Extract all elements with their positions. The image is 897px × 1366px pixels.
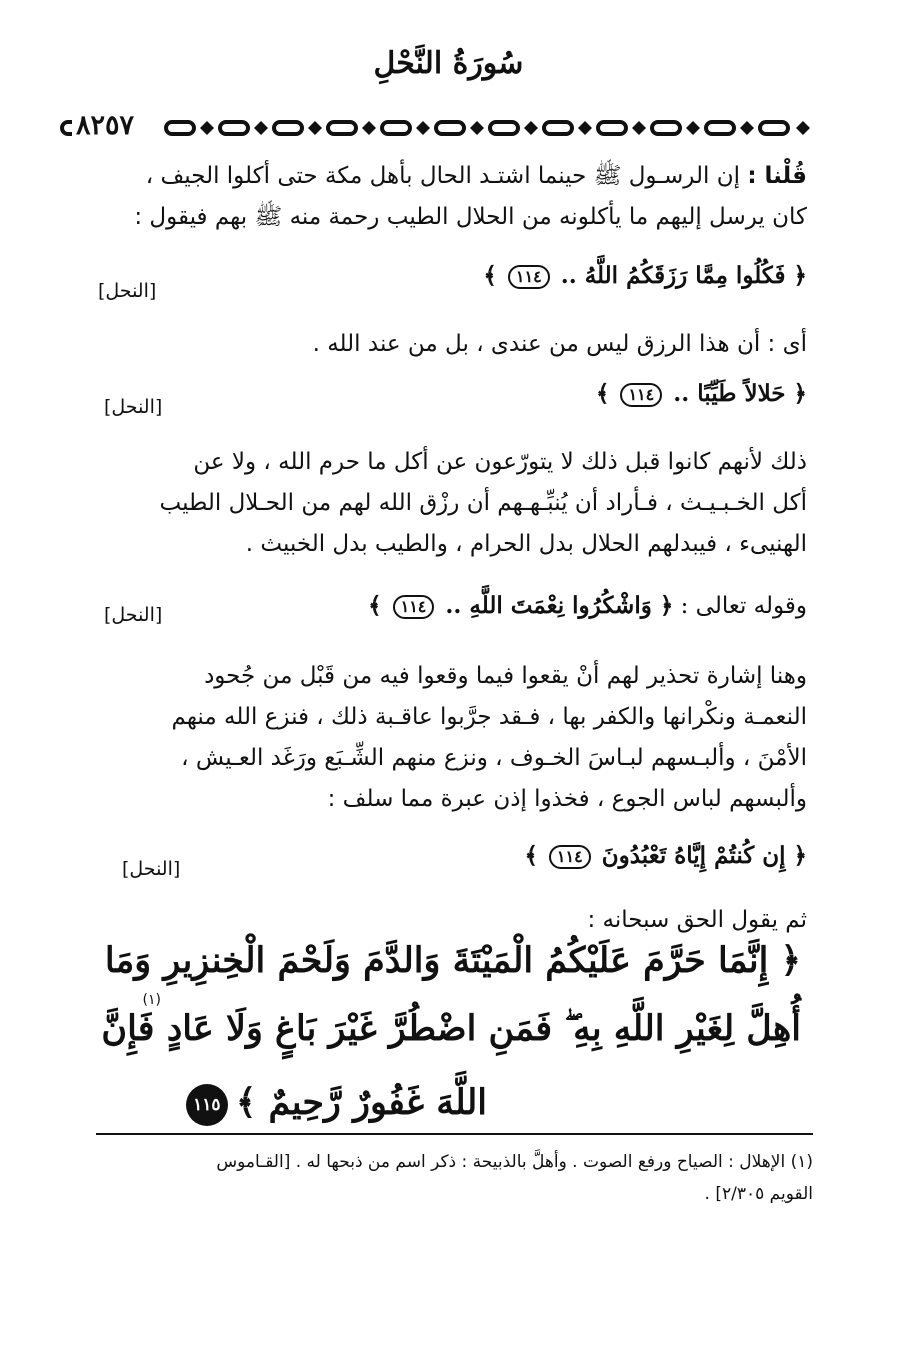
verse-text: ﴿ وَاشْكُرُوا نِعْمَتَ اللَّهِ .. [437,592,674,619]
footnote-divider [96,1133,813,1135]
ayah-number-medallion: ١١٥ [186,1084,228,1126]
text-line: وألبسهم لباس الجوع ، فخذوا إذن عبرة مما سلف : [327,786,807,812]
text-line: ثم يقول الحق سبحانه : [587,907,807,933]
text-line: أكل الخـبـيـث ، فـأراد أن يُنبِّـهـهم أن رزْق الله لهم من الحـلال الطيب [159,490,807,516]
paragraph-1 [96,156,807,238]
verse-close-bracket: ﴾ [595,380,618,407]
verse-intro: وقوله تعالى : [673,593,807,619]
surah-title: سُورَةُ النَّحْلِ [373,46,524,81]
quran-text: أُهِلَّ لِغَيْرِ اللَّهِ بِهِ ۖ فَمَنِ اضْطُرَّ غَيْرَ بَاغٍ وَلَا عَادٍ فَإِنَّ [101,1008,801,1049]
footnote-line: (١) الإهلال : الصياح ورفع الصوت . وأهلَّ بالذبيحة : ذكر اسم من ذبحها له . [القـاموس [216,1152,813,1172]
surah-reference: [النحل] [98,280,157,302]
verse-text: ﴿ فَكُلُوا مِمَّا رَزَقَكُمُ اللَّهُ .. [552,262,807,289]
verse-quote-2 [596,380,807,407]
paragraph-2 [96,324,807,365]
quran-verse-line-1: ﴿ إِنَّمَا حَرَّمَ عَلَيْكُمُ الْمَيْتَةَ وَالدَّمَ وَلَحْمَ الْخِنزِيرِ وَمَا [104,940,801,981]
text-line: وهنا إشارة تحذير لهم أنْ يقعوا فيما وقعوا فيه من قَبْل من جُحود [204,663,807,689]
surah-reference: [النحل] [104,396,163,418]
quran-verse-line-2 [101,1008,801,1049]
text-line: كان يرسل إليهم ما يأكلونه من الحلال الطيب رحمة منه ﷺ بهم فيقول : [134,204,807,230]
text-line: النعمـة ونكْرانها والكفر بها ، فـقد جرَّبوا عاقـبة ذلك ، فنزع الله منهم [171,704,807,730]
ayah-number-badge: ١١٤ [620,383,662,407]
footnote-marker: (١) [142,992,161,1008]
paragraph-3 [96,442,807,565]
verse-quote-4 [524,842,807,869]
verse-close-bracket: ﴾ [524,842,546,869]
verse-quote-3 [368,592,807,619]
verse-text: ﴿ حَلالاً طَيِّبًا .. [665,380,807,407]
paragraph-lead: قُلْنا : [747,163,807,189]
footnote-line: القويم ٢/٣٠٥] . [704,1184,813,1204]
quran-text: اللَّهَ غَفُورٌ رَّحِيمٌ ﴾ [235,1082,487,1123]
surah-reference: [النحل] [122,858,181,880]
text-line: أى : أن هذا الرزق ليس من عندى ، بل من عند الله . [312,331,807,357]
verse-quote-1 [483,262,807,289]
paragraph-4 [96,656,807,820]
ayah-number-badge: ١١٤ [393,595,435,619]
footnote [100,1146,813,1210]
text-line: ذلك لأنهم كانوا قبل ذلك لا يتورّعون عن أكل ما حرم الله ، ولا عن [193,449,807,475]
header-ornament-divider [58,113,823,143]
ayah-number-badge: ١١٤ [508,265,550,289]
ayah-number-badge: ١١٤ [549,845,591,869]
verse-close-bracket: ﴾ [368,592,390,619]
verse-close-bracket: ﴾ [483,262,505,289]
quran-verse-line-3 [186,1082,487,1126]
text-line: الهنيىء ، فيبدلهم الحلال بدل الحرام ، والطيب بدل الخبيث . [245,531,807,557]
page-number: ٨٢٥٧ [72,110,138,141]
verse-text: ﴿ إِن كُنتُمْ إِيَّاهُ تَعْبُدُونَ [593,842,807,869]
surah-reference: [النحل] [104,604,163,626]
text-line: إن الرسـول ﷺ حينما اشتـد الحال بأهل مكة حتى أكلوا الجيف ، [145,163,740,189]
text-line: الأمْنَ ، وألبـسهم لبـاسَ الخـوف ، ونزع منهم الشِّـبَع ورَغَد العـيش ، [181,745,807,771]
paragraph-5 [96,900,807,941]
